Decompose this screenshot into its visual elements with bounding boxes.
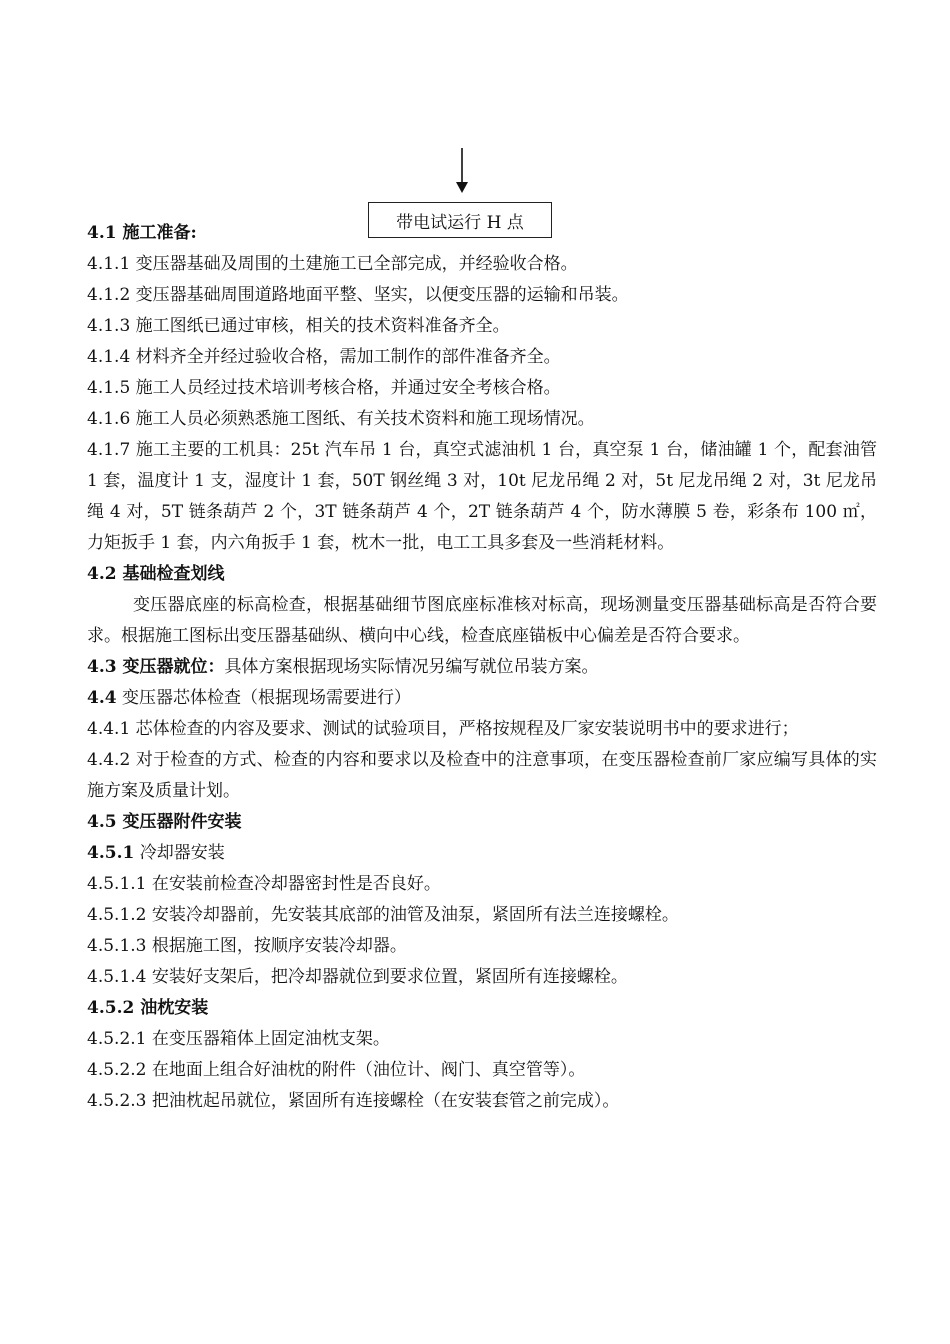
list-item: 4.1.1 变压器基础及周围的土建施工已全部完成，并经验收合格。	[87, 254, 578, 274]
list-item: 4.5.1.4 安装好支架后，把冷却器就位到要求位置，紧固所有连接螺栓。	[87, 967, 628, 987]
list-item: 4.1.2 变压器基础周围道路地面平整、坚实，以便变压器的运输和吊装。	[87, 285, 629, 305]
list-item: 4.5.2.2 在地面上组合好油枕的附件（油位计、阀门、真空管等）。	[87, 1060, 586, 1080]
subsection-title-4-5-1: 冷却器安装	[134, 843, 225, 863]
section-number-4-4: 4.4	[87, 688, 117, 708]
flow-step-label: 带电试运行 H 点	[396, 212, 524, 233]
list-item: 4.1.6 施工人员必须熟悉施工图纸、有关技术资料和施工现场情况。	[87, 409, 595, 429]
section-4-3	[87, 652, 877, 683]
list-item-tools: 4.1.7 施工主要的工机具：25t 汽车吊 1 台，真空式滤油机 1 台，真空泵 1 台，储油罐 1 个，配套油管 1 套，温度计 1 支，湿度计 1 套，50T 钢丝绳 3 对，10t 尼龙吊绳 2 对，5t 尼龙吊绳 2 对，3t 尼龙吊绳 4 对，5T 链条葫芦 2 个，3T 链条葫芦 4 个，2T 链条葫芦 4 个，防水薄膜 5 卷，彩条布 100 ㎡，力矩扳手 1 套，内六角扳手 1 套，枕木一批，电工工具多套及一些消耗材料。	[87, 440, 877, 553]
subsection-heading-4-5-2: 4.5.2 油枕安装	[87, 998, 209, 1018]
list-item: 4.5.2.3 把油枕起吊就位，紧固所有连接螺栓（在安装套管之前完成）。	[87, 1091, 620, 1111]
list-item: 4.5.2.1 在变压器箱体上固定油枕支架。	[87, 1029, 390, 1049]
section-4-2-body: 变压器底座的标高检查，根据基础细节图底座标准核对标高，现场测量变压器基础标高是否符合要求。根据施工图标出变压器基础纵、横向中心线，检查底座锚板中心偏差是否符合要求。	[87, 595, 877, 646]
list-item: 4.1.3 施工图纸已通过审核，相关的技术资料准备齐全。	[87, 316, 510, 336]
subsection-number-4-5-1: 4.5.1	[87, 843, 135, 863]
list-item: 4.1.5 施工人员经过技术培训考核合格，并通过安全考核合格。	[87, 378, 561, 398]
flow-down-arrow	[452, 148, 472, 194]
subsection-4-5-1-heading	[87, 838, 877, 869]
section-4-4-heading	[87, 683, 877, 714]
document-body	[87, 218, 877, 1117]
section-heading-4-1: 4.1 施工准备:	[87, 223, 197, 243]
section-heading-4-5: 4.5 变压器附件安装	[87, 812, 242, 832]
section-4-3-body: 具体方案根据现场实际情况另编写就位吊装方案。	[224, 657, 599, 677]
section-heading-4-2: 4.2 基础检查划线	[87, 564, 225, 584]
list-item: 4.5.1.3 根据施工图，按顺序安装冷却器。	[87, 936, 407, 956]
list-item: 4.5.1.2 安装冷却器前，先安装其底部的油管及油泵，紧固所有法兰连接螺栓。	[87, 905, 679, 925]
list-item: 4.4.1 芯体检查的内容及要求、测试的试验项目，严格按规程及厂家安装说明书中的要求进行；	[87, 719, 799, 739]
list-item: 4.4.2 对于检查的方式、检查的内容和要求以及检查中的注意事项，在变压器检查前厂家应编写具体的实施方案及质量计划。	[87, 750, 877, 801]
section-title-4-4: 变压器芯体检查（根据现场需要进行）	[116, 688, 411, 708]
section-heading-4-3: 4.3 变压器就位：	[87, 657, 225, 677]
list-item: 4.1.4 材料齐全并经过验收合格，需加工制作的部件准备齐全。	[87, 347, 561, 367]
list-item: 4.5.1.1 在安装前检查冷却器密封性是否良好。	[87, 874, 441, 894]
